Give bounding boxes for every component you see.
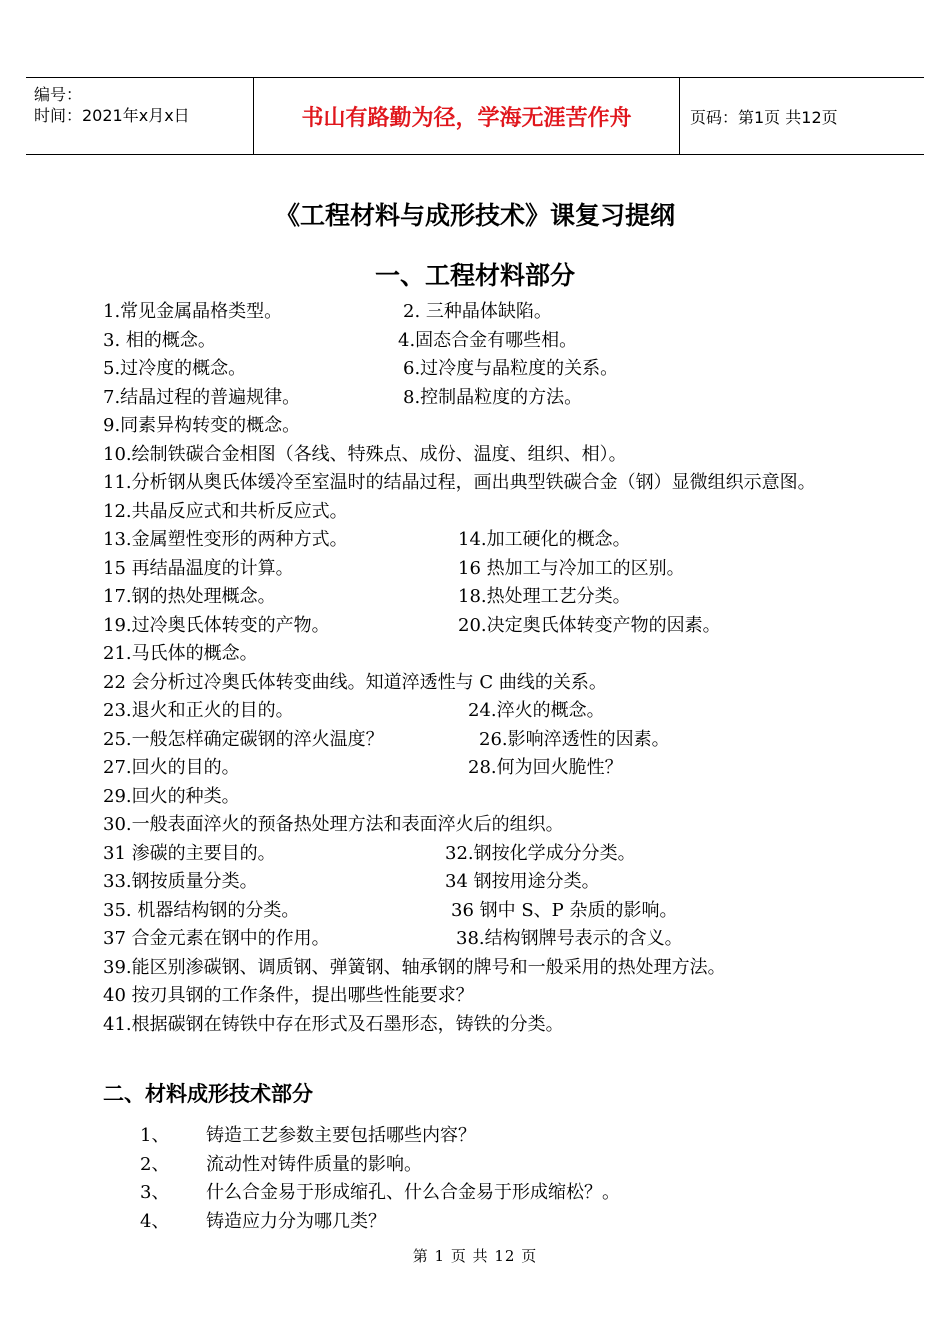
list-item	[103, 925, 863, 954]
list-item-text: 11.分析钢从奥氏体缓冷至室温时的结晶过程，画出典型铁碳合金（钢）显微组织示意图。	[103, 472, 816, 493]
list-item	[103, 1011, 863, 1040]
list-item-text: 9.同素异构转变的概念。	[103, 415, 301, 436]
list-item	[103, 298, 863, 327]
section2-title: 二、材料成形技术部分	[103, 1082, 313, 1106]
list-item	[103, 840, 863, 869]
list-item-text-second: 2. 三种晶体缺陷。	[403, 301, 552, 322]
list-item-text-second: 6.过冷度与晶粒度的关系。	[403, 358, 619, 379]
list-item	[103, 811, 863, 840]
list-item	[103, 697, 863, 726]
list-item	[103, 640, 863, 669]
list-item-text: 什么合金易于形成缩孔、什么合金易于形成缩松？。	[206, 1182, 620, 1203]
list-item-text: 13.金属塑性变形的两种方式。	[103, 529, 348, 550]
list-item	[103, 612, 863, 641]
header-meta	[26, 78, 254, 154]
list-item	[103, 783, 863, 812]
list-item-text: 25.一般怎样确定碳钢的淬火温度？	[103, 728, 384, 750]
list-item-text: 19.过冷奥氏体转变的产物。	[103, 614, 330, 636]
list-item	[103, 555, 863, 584]
list-item	[103, 384, 863, 413]
list-item-text-second: 16 热加工与冷加工的区别。	[458, 557, 685, 579]
list-item-text-second: 18.热处理工艺分类。	[458, 586, 631, 607]
list-item-text: 12.共晶反应式和共析反应式。	[103, 500, 348, 522]
section1-list	[103, 298, 863, 1039]
list-item-text: 40 按刃具钢的工作条件，提出哪些性能要求？	[103, 985, 474, 1006]
list-item-text-second: 24.淬火的概念。	[468, 700, 605, 721]
list-item-text: 22 会分析过冷奥氏体转变曲线。知道淬透性与 C 曲线的关系。	[103, 671, 607, 693]
list-item-number: 1、	[140, 1125, 170, 1146]
list-item-text: 39.能区别渗碳钢、调质钢、弹簧钢、轴承钢的牌号和一般采用的热处理方法。	[103, 956, 726, 978]
list-item-text: 33.钢按质量分类。	[103, 871, 258, 892]
list-item	[103, 498, 863, 527]
list-item-text: 流动性对铸件质量的影响。	[206, 1153, 422, 1175]
header-page-info: 页码：第1页 共12页	[690, 107, 838, 127]
list-item	[103, 868, 863, 897]
list-item	[103, 583, 863, 612]
list-item-text: 29.回火的种类。	[103, 785, 240, 807]
list-item	[103, 441, 863, 470]
list-item-text-second: 34 钢按用途分类。	[445, 871, 600, 892]
list-item-text: 3. 相的概念。	[103, 329, 216, 351]
list-item-text-second: 20.决定奥氏体转变产物的因素。	[458, 614, 721, 636]
document-title: 《工程材料与成形技术》课复习提纲	[274, 201, 675, 230]
list-item-text: 1.常见金属晶格类型。	[103, 301, 283, 322]
section1-title: 一、工程材料部分	[374, 261, 575, 290]
list-item-text-second: 32.钢按化学成分分类。	[445, 842, 636, 864]
list-item-text: 铸造应力分为哪几类？	[206, 1210, 386, 1232]
page-header	[26, 77, 924, 155]
list-item-number: 2、	[140, 1153, 170, 1175]
list-item-text: 37 合金元素在钢中的作用。	[103, 928, 330, 949]
list-item	[103, 327, 863, 356]
header-motto: 书山有路勤为径，学海无涯苦作舟	[254, 78, 680, 154]
list-item	[140, 1151, 840, 1180]
list-item-text-second: 4.固态合金有哪些相。	[398, 329, 578, 351]
list-item	[103, 669, 863, 698]
list-item	[103, 954, 863, 983]
number-label: 编号：	[34, 85, 83, 104]
list-item	[103, 897, 863, 926]
list-item	[103, 412, 863, 441]
list-item-text-second: 28.何为回火脆性？	[468, 757, 623, 778]
list-item-text: 铸造工艺参数主要包括哪些内容？	[206, 1125, 476, 1146]
list-item-text-second: 38.结构钢牌号表示的含义。	[456, 928, 683, 949]
list-item-text: 21.马氏体的概念。	[103, 643, 258, 664]
section2-list	[140, 1122, 840, 1236]
list-item-number: 3、	[140, 1182, 170, 1203]
list-item	[103, 754, 863, 783]
list-item	[103, 726, 863, 755]
list-item-text: 31 渗碳的主要目的。	[103, 842, 276, 864]
list-item-text-second: 14.加工硬化的概念。	[458, 529, 631, 550]
list-item-text: 27.回火的目的。	[103, 757, 240, 778]
list-item-text: 35. 机器结构钢的分类。	[103, 899, 300, 921]
list-item-text: 5.过冷度的概念。	[103, 358, 247, 379]
list-item	[103, 526, 863, 555]
list-item	[103, 355, 863, 384]
list-item-number: 4、	[140, 1210, 170, 1232]
list-item-text: 10.绘制铁碳合金相图（各线、特殊点、成份、温度、组织、相）。	[103, 443, 627, 465]
list-item-text: 41.根据碳钢在铸铁中存在形式及石墨形态，铸铁的分类。	[103, 1013, 564, 1035]
list-item-text: 30.一般表面淬火的预备热处理方法和表面淬火后的组织。	[103, 814, 564, 835]
list-item-text: 23.退火和正火的目的。	[103, 700, 294, 721]
list-item	[103, 469, 863, 498]
list-item-text: 15 再结晶温度的计算。	[103, 557, 294, 579]
page-footer: 第 1 页 共 12 页	[412, 1247, 538, 1265]
time-label: 时间：2021年x月x日	[34, 106, 190, 125]
list-item-text-second: 36 钢中 S、P 杂质的影响。	[451, 899, 678, 921]
list-item	[140, 1122, 840, 1151]
list-item	[140, 1179, 840, 1208]
list-item-text-second: 8.控制晶粒度的方法。	[403, 386, 583, 408]
list-item	[103, 982, 863, 1011]
list-item-text: 17.钢的热处理概念。	[103, 586, 276, 607]
list-item	[140, 1208, 840, 1237]
list-item-text: 7.结晶过程的普遍规律。	[103, 386, 301, 408]
list-item-text-second: 26.影响淬透性的因素。	[479, 728, 670, 750]
